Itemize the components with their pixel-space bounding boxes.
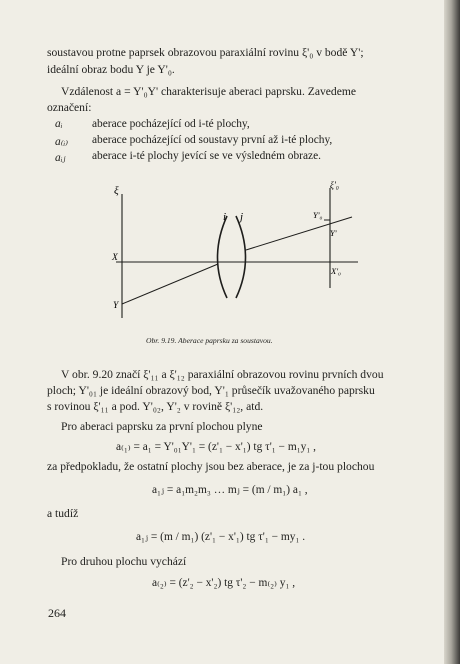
text-line: Pro aberaci paprsku za první plochou plyne — [61, 420, 263, 433]
definition-symbol: aᵢ — [55, 118, 63, 130]
equation: a₍₁₎ = a₁ = Y'₀₁Y'₁ = (z'₁ − x'₁) tg τ'₁ − m₁y₁ , — [116, 441, 317, 453]
definition-text: aberace pocházející od i-té plochy, — [92, 118, 250, 130]
equation: a₍₂₎ = (z'₂ − x'₂) tg τ'₂ − m₍₂₎ y₁ , — [152, 577, 296, 589]
definition-symbol: aᵢⱼ — [55, 152, 66, 164]
text-line: soustavou protne paprsek obrazovou paraxiální rovinu ξ'₀ v bodě Y'; — [47, 46, 364, 59]
equation: a₁ⱼ = a₁m₂m₃ … mⱼ = (m / m₁) a₁ , — [152, 484, 308, 496]
label-y: Y — [113, 301, 119, 311]
definition-text: aberace i-té plochy jevící se ve výsledném obraze. — [92, 150, 321, 162]
page-number: 264 — [48, 606, 66, 620]
text-line: V obr. 9.20 značí ξ'₁₁ a ξ'₁₂ paraxiální obrazovou rovinu prvních dvou — [61, 368, 384, 381]
equation: a₁ⱼ = (m / m₁) (z'₁ − x'₁) tg τ'₁ − my₁ . — [136, 531, 306, 543]
label-lens-j: j — [240, 211, 244, 223]
label-y0-prime: Y'₀ — [313, 210, 323, 220]
text-line: ploch; Y'₀₁ je ideální obrazový bod, Y'₁ průsečík uvažovaného paprsku — [47, 384, 375, 397]
definition-symbol: a₍ᵢ₎ — [55, 136, 69, 148]
lens-surface-j — [236, 216, 246, 298]
text-line: označení: — [47, 101, 92, 114]
label-y-prime: Y' — [330, 228, 337, 238]
text-line: za předpokladu, že ostatní plochy jsou bez aberace, je za j-tou plochou — [47, 460, 375, 473]
definition-text: aberace pocházející od soustavy první až i-té plochy, — [92, 134, 333, 146]
text-line: Vzdálenost a = Y'₀Y' charakterisuje aberaci paprsku. Zavedeme — [61, 85, 357, 98]
book-spine-shadow — [444, 0, 460, 664]
ray-line — [122, 264, 218, 304]
text-line: Pro druhou plochu vychází — [61, 555, 187, 568]
label-x: X — [112, 253, 118, 263]
label-xi-prime: ξ'₀ — [330, 180, 339, 190]
lens-surface-i — [218, 216, 228, 298]
label-xi: ξ — [114, 185, 119, 197]
figure-caption: Obr. 9.19. Aberace paprsku za soustavou. — [146, 336, 273, 345]
text-line: a tudíž — [47, 507, 79, 520]
text-line: s rovinou ξ'₁₁ a pod. Y'₀₂, Y'₂ v rovině ξ'₁₂, atd. — [47, 400, 264, 413]
text-line: ideální obraz bodu Y je Y'₀. — [47, 63, 175, 76]
aberration-figure — [108, 178, 370, 334]
label-lens-i: i — [223, 211, 227, 223]
label-x0-prime: X'₀ — [331, 266, 341, 276]
show-through-text — [352, 420, 442, 560]
